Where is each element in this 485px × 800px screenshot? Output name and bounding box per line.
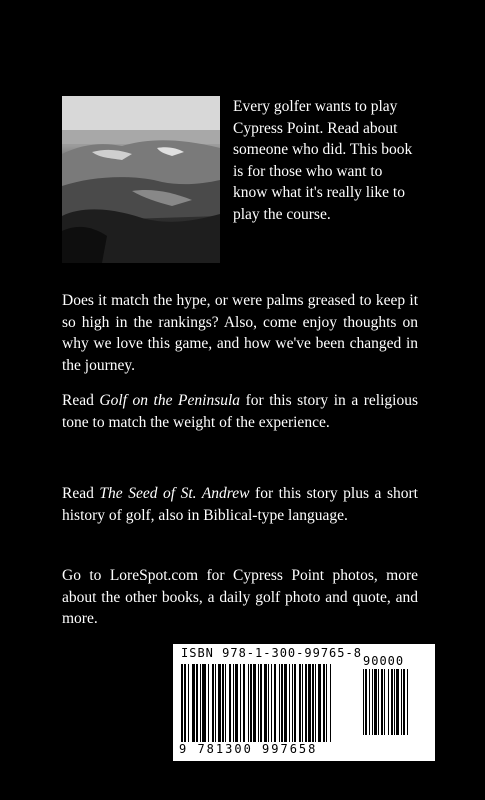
barcode-bar xyxy=(202,664,206,742)
barcode-bar xyxy=(192,664,195,742)
barcode-bar xyxy=(374,669,377,735)
barcode-bar xyxy=(181,664,183,742)
barcode-bar xyxy=(388,669,389,735)
paragraph-lorespot: Go to LoreSpot.com for Cypress Point photos, more about the other books, a daily golf photo and quote, and more. xyxy=(62,567,418,627)
barcode-bar xyxy=(229,664,231,742)
barcode-bar xyxy=(208,664,209,742)
para2-after: for this story in a religious tone to match the weight of the experience. xyxy=(62,392,418,431)
isbn-barcode xyxy=(173,644,435,761)
cover-photo-cypress-point xyxy=(62,96,220,263)
barcode-bar xyxy=(212,664,214,742)
barcode-bar xyxy=(394,669,395,735)
barcode-bar xyxy=(233,664,234,742)
barcode-bar xyxy=(184,664,186,742)
barcode-bar xyxy=(281,664,283,742)
barcode-bar xyxy=(365,669,367,735)
barcode-bar xyxy=(289,664,290,742)
barcode-bar xyxy=(369,669,370,735)
barcode-bar xyxy=(196,664,198,742)
barcode-bar xyxy=(391,669,393,735)
barcode-bar xyxy=(381,669,383,735)
paragraph-golf-on-the-peninsula xyxy=(62,390,418,433)
barcode-bar xyxy=(294,664,296,742)
barcode-bar xyxy=(407,669,408,735)
barcode-bar xyxy=(235,664,238,742)
barcode-bar xyxy=(312,664,314,742)
isbn-label: ISBN 978-1-300-99765-8 xyxy=(181,646,362,660)
intro-text: Every golfer wants to play Cypress Point. Read about someone who did. This book is for those who want to know what it's really like to play the course. xyxy=(233,98,413,223)
barcode-bar xyxy=(378,669,379,735)
price-code: 90000 xyxy=(363,654,405,668)
barcode-bar xyxy=(250,664,252,742)
barcode-bar xyxy=(326,664,327,742)
barcode-bar xyxy=(260,664,262,742)
barcode-bar xyxy=(200,664,201,742)
barcode-bar xyxy=(258,664,259,742)
barcode-bar xyxy=(315,664,316,742)
barcode-bar xyxy=(318,664,321,742)
barcode-bar xyxy=(240,664,241,742)
barcode-bar xyxy=(403,669,405,735)
barcode-bar xyxy=(401,669,402,735)
barcode-bar xyxy=(274,664,276,742)
barcode-bar xyxy=(253,664,256,742)
barcode-bar xyxy=(384,669,385,735)
barcode-bar xyxy=(279,664,280,742)
barcode-bar xyxy=(248,664,249,742)
barcode-bar xyxy=(243,664,245,742)
barcode-bar xyxy=(188,664,189,742)
barcode-bar xyxy=(268,664,269,742)
barcode-bar xyxy=(222,664,224,742)
landscape-image xyxy=(62,96,220,263)
barcode-bar xyxy=(363,669,364,735)
barcode-digits: 9 781300 997658 xyxy=(179,742,318,756)
paragraph-hype: Does it match the hype, or were palms greased to keep it so high in the rankings? Also, come enjoy thoughts on why we love this game, and how we've been changed in the journey. xyxy=(62,292,418,374)
barcode-bar xyxy=(330,664,331,742)
barcode-bar xyxy=(372,669,373,735)
barcode-bar xyxy=(264,664,267,742)
book-title-golf-on-the-peninsula: Golf on the Peninsula xyxy=(99,392,241,409)
barcode-bar xyxy=(323,664,325,742)
paragraph-seed-of-st-andrew xyxy=(62,483,418,526)
barcode-bar xyxy=(308,664,311,742)
book-title-seed-of-st-andrew: The Seed of St. Andrew xyxy=(99,485,250,502)
para3-before: Read xyxy=(62,485,100,502)
barcode-bar xyxy=(292,664,293,742)
barcode-bars-addon xyxy=(363,669,427,735)
barcode-bar xyxy=(284,664,287,742)
barcode-bar xyxy=(218,664,221,742)
barcode-bar xyxy=(271,664,272,742)
barcode-bar xyxy=(225,664,226,742)
barcode-bar xyxy=(396,669,399,735)
barcode-bar xyxy=(302,664,303,742)
para3-after: for this story plus a short history of golf, also in Biblical-type language. xyxy=(62,485,418,524)
barcode-bar xyxy=(305,664,307,742)
para2-before: Read xyxy=(62,392,100,409)
barcode-bars-main xyxy=(181,664,359,742)
barcode-bar xyxy=(299,664,301,742)
barcode-bar xyxy=(215,664,216,742)
